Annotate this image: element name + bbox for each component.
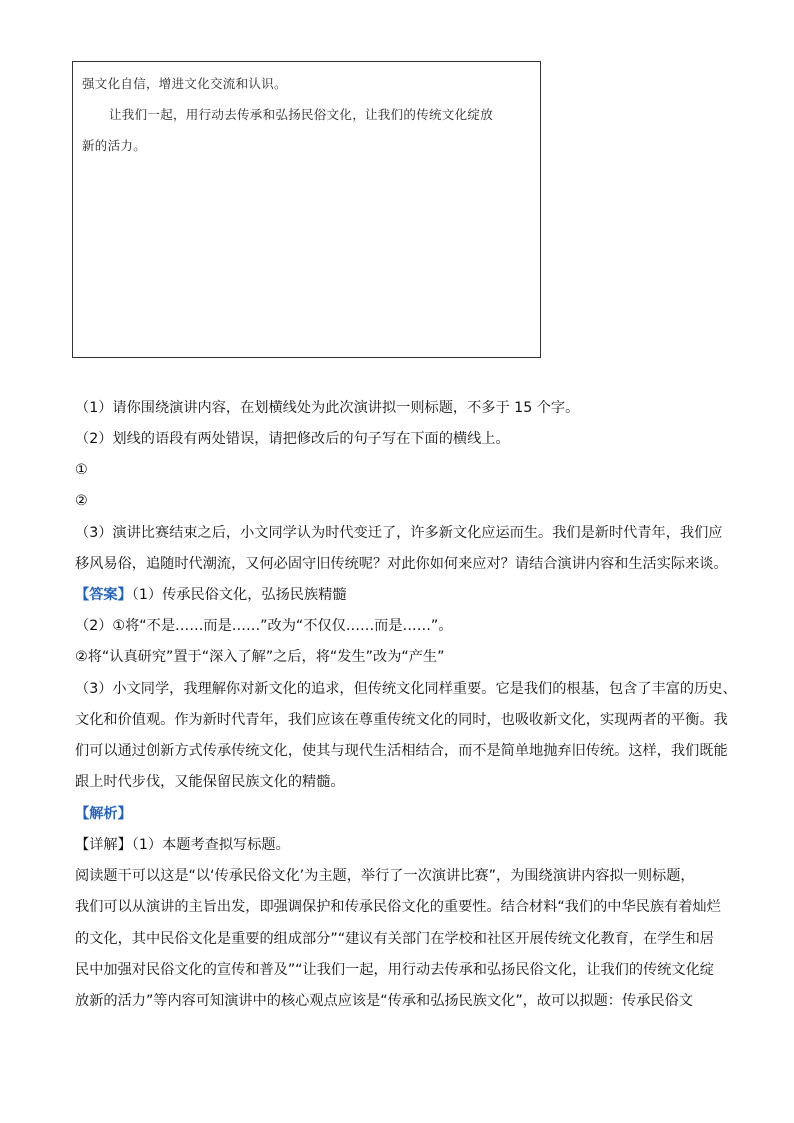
passage-box (72, 61, 541, 358)
answer-3-line-3: 们可以通过创新方式传承传统文化，使其与现代生活相结合，而不是简单地抛弃旧传统。这样，我们既能 (75, 743, 728, 759)
analysis-tag: 【解析】 (75, 806, 132, 822)
answer-blank-1: ① (75, 462, 88, 478)
answer-3-line-1: （3）小文同学，我理解你对新文化的追求，但传统文化同样重要。它是我们的根基，包含了丰富的历史、 (75, 681, 737, 697)
answer-3-line-2: 文化和价值观。作为新时代青年，我们应该在尊重传统文化的同时，也吸收新文化，实现两者的平衡。我 (75, 712, 728, 728)
detail-tag: 【详解】 (75, 837, 132, 853)
question-2: （2）划线的语段有两处错误，请把修改后的句子写在下面的横线上。 (75, 431, 510, 447)
question-1: （1）请你围绕演讲内容，在划横线处为此次演讲拟一则标题，不多于 15 个字。 (75, 400, 580, 416)
answer-2-line-2: ②将“认真研究”置于“深入了解”之后，将“发生”改为“产生” (75, 649, 445, 665)
passage-line-1: 强文化自信，增进文化交流和认识。 (82, 76, 287, 91)
analysis-heading (75, 804, 132, 824)
passage-line-3: 新的活力。 (82, 138, 147, 153)
answer-tag: 【答案】 (75, 587, 132, 603)
answer-2-line-1: （2）①将“不是……而是……”改为“不仅仅……而是……”。 (75, 618, 453, 634)
answer-1 (75, 585, 347, 605)
answer-blank-2: ② (75, 493, 88, 509)
passage-line-2: 让我们一起，用行动去传承和弘扬民俗文化，让我们的传统文化绽放 (109, 107, 494, 122)
question-3-line-2: 移风易俗，追随时代潮流，又何必固守旧传统呢？对此你如何来应对？请结合演讲内容和生活实际来谈。 (75, 556, 728, 572)
answer-1-text: （1）传承民俗文化，弘扬民族精髓 (131, 587, 347, 603)
analysis-paragraph-line-2: 我们可以从演讲的主旨出发，即强调保护和传承民俗文化的重要性。结合材料“我们的中华民族有着灿烂 (75, 899, 721, 915)
answer-3-line-4: 跟上时代步伐，又能保留民族文化的精髓。 (75, 774, 345, 790)
analysis-paragraph-line-3: 的文化，其中民俗文化是重要的组成部分”“建议有关部门在学校和社区开展传统文化教育，在学生和居 (75, 931, 714, 947)
question-3-line-1: （3）演讲比赛结束之后，小文同学认为时代变迁了，许多新文化应运而生。我们是新时代青年，我们应 (75, 525, 723, 541)
analysis-paragraph-line-1: 阅读题干可以这是“以‘传承民俗文化’为主题，举行了一次演讲比赛”，为围绕演讲内容拟一则标题， (75, 868, 695, 884)
detail-title: （1）本题考查拟写标题。 (131, 837, 290, 853)
analysis-paragraph-line-4: 民中加强对民俗文化的宣传和普及”“让我们一起，用行动去传承和弘扬民俗文化，让我们的传统文化绽 (75, 962, 714, 978)
detail-heading (75, 835, 290, 855)
analysis-paragraph-line-5: 放新的活力”等内容可知演讲中的核心观点应该是“传承和弘扬民族文化”，故可以拟题：传承民俗文 (75, 993, 693, 1009)
